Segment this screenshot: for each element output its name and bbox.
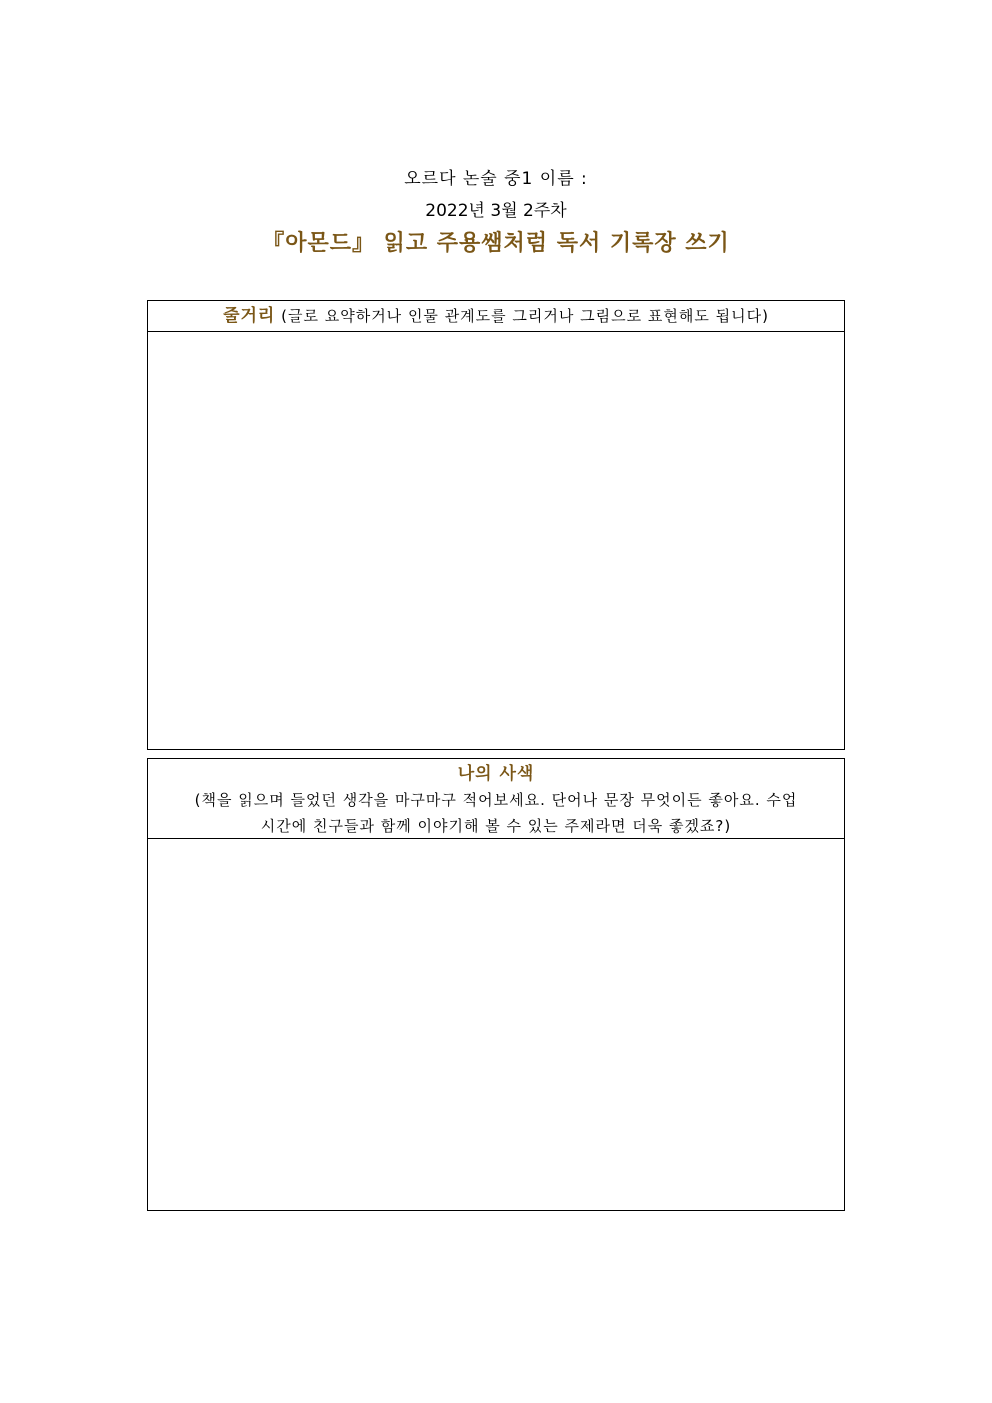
thoughts-box [147, 758, 845, 1211]
summary-box [147, 300, 845, 750]
summary-header [148, 301, 844, 332]
summary-instruction: (글로 요약하거나 인물 관계도를 그리거나 그림으로 표현해도 됩니다) [281, 307, 769, 325]
summary-heading: 줄거리 [223, 306, 276, 326]
thoughts-heading: 나의 사색 [457, 764, 535, 784]
week-date-line: 2022년 3월 2주차 [425, 201, 567, 221]
thoughts-header [148, 759, 844, 839]
page-title: 『아몬드』 읽고 주용쌤처럼 독서 기록장 쓰기 [262, 231, 730, 256]
thoughts-instruction-line2: 시간에 친구들과 함께 이야기해 볼 수 있는 주제라면 더욱 좋겠죠?) [260, 817, 732, 835]
thoughts-writing-area[interactable] [148, 839, 844, 1210]
thoughts-instruction-line1: (책을 읽으며 들었던 생각을 마구마구 적어보세요. 단어나 문장 무엇이든 좋아요. 수업 [194, 791, 798, 809]
student-name-line: 오르다 논술 중1 이름 : [404, 169, 588, 189]
summary-writing-area[interactable] [148, 332, 844, 749]
